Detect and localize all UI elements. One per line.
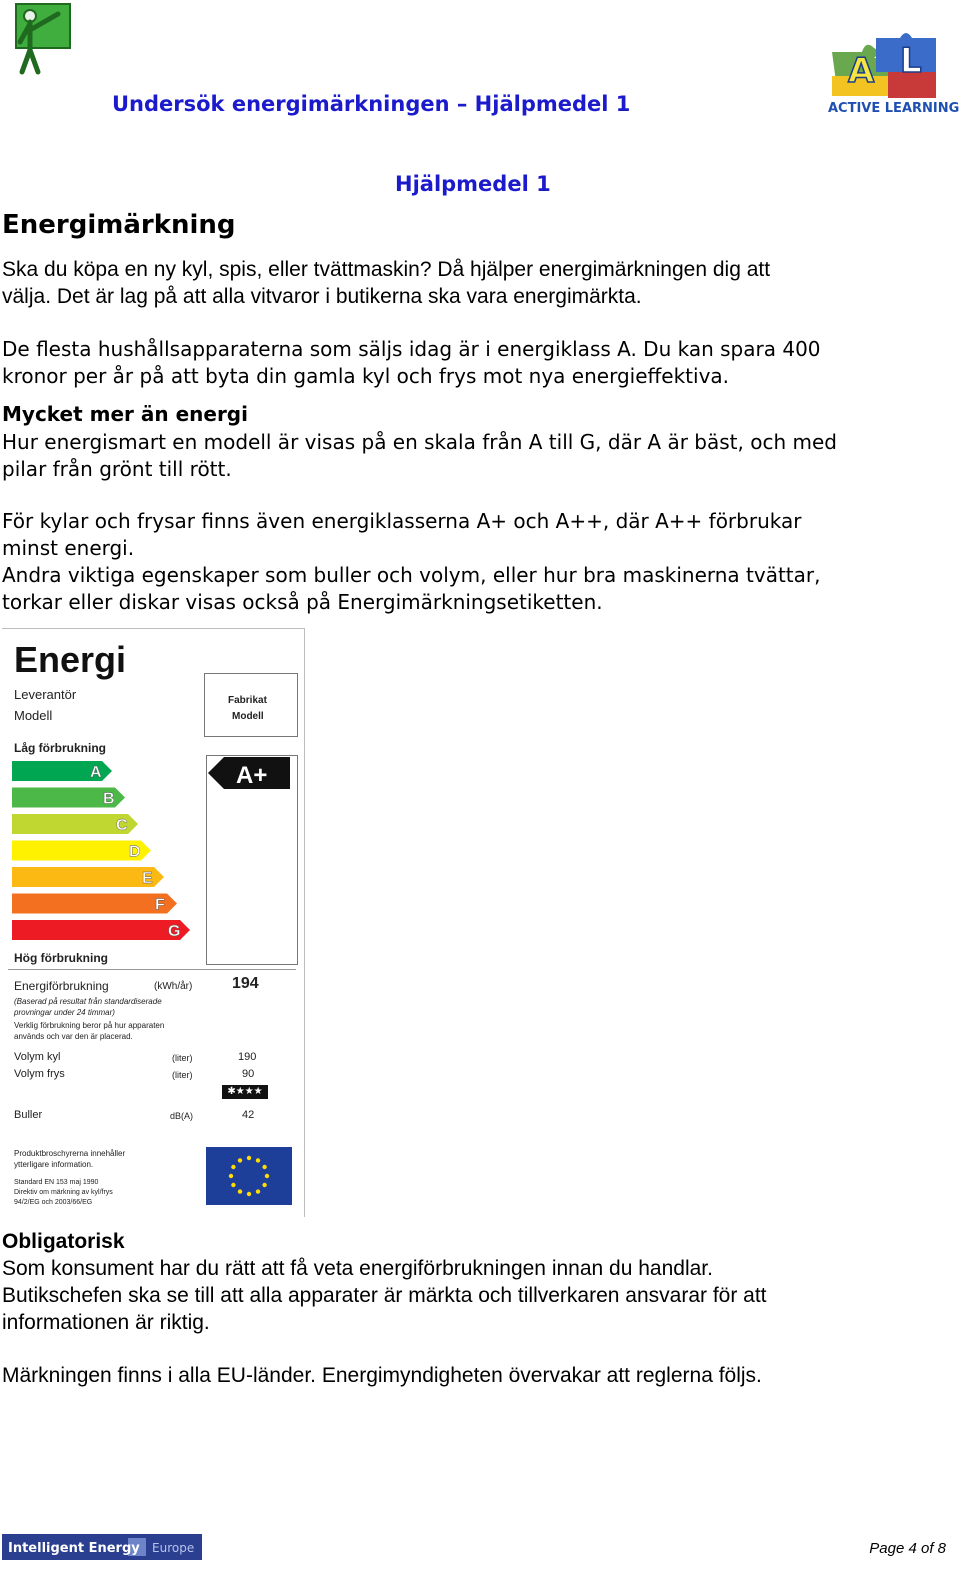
divider [8,969,296,970]
paragraph-line: Som konsument har du rätt att få veta energiförbrukningen innan du handlar. [2,1257,713,1280]
energy-class-letter: C [116,817,128,834]
eu-star [247,1156,251,1160]
eu-star [265,1174,269,1178]
noise-label: Buller [14,1109,43,1121]
volume-fridge-label: Volym kyl [14,1051,61,1063]
consumption-note: provningar under 24 timmar) [14,1008,115,1017]
paragraph-line: Märkningen finns i alla EU-länder. Energimyndigheten övervakar att reglerna följs. [2,1364,762,1387]
eu-star [262,1165,266,1169]
paragraph-line: Hur energismart en modell är visas på en skala från A till G, där A är bäst, och med [2,430,837,454]
energy-label-image [2,628,305,1217]
eu-star [231,1183,235,1187]
energy-class-scale [12,759,204,955]
eu-star [238,1189,242,1193]
page-number: Page 4 of 8 [869,1540,946,1557]
paragraph-line: pilar från grönt till rött. [2,457,232,481]
eu-star [256,1189,260,1193]
svg-text:Intelligent Energy: Intelligent Energy [8,1541,140,1556]
eu-star [262,1183,266,1187]
paragraph-line: För kylar och frysar finns även energiklasserna A+ och A++, där A++ förbrukar [2,509,802,533]
paragraph-line: kronor per år på att byta din gamla kyl och frys mot nya energieffektiva. [2,364,730,388]
paragraph-line: Andra viktiga egenskaper som buller och volym, eller hur bra maskinerna tvättar, [2,563,821,587]
teacher-logo [8,2,72,78]
model-label: Modell [14,708,53,723]
eu-star [256,1158,260,1162]
eu-star [229,1174,233,1178]
high-consumption-label: Hög förbrukning [14,951,108,965]
volume-freezer-unit: (liter) [172,1070,193,1080]
standard-text: Direktiv om märkning av kyl/frys [14,1189,113,1196]
energy-class-letter: G [168,923,181,940]
volume-fridge-value: 190 [238,1051,257,1063]
energy-class-letter: D [129,843,141,861]
energy-class-letter: A [90,764,102,781]
consumption-value: 194 [232,975,259,992]
svg-text:A: A [848,51,875,91]
paragraph-line: torkar eller diskar visas också på Energimärkningsetiketten. [2,590,603,614]
intelligent-energy-logo [2,1534,202,1560]
consumption-unit: (kWh/år) [154,981,193,992]
energy-class-bar-a [12,761,112,781]
energy-class-bar-c [12,814,138,834]
eu-star [231,1165,235,1169]
paragraph-line: minst energi. [2,536,135,560]
consumption-label: Energiförbrukning [14,979,109,993]
paragraph-line: Butikschefen ska se till att alla apparater är märkta och tillverkaren ansvarar för att [2,1284,767,1307]
page-title: Energimärkning [2,210,236,240]
energy-class-bar-b [12,788,125,808]
page-subtitle: Hjälpmedel 1 [395,172,551,196]
volume-freezer-value: 90 [242,1068,255,1080]
noise-value: 42 [242,1109,255,1121]
energy-label-title: Energi [14,639,127,680]
energy-class-letter: E [142,870,153,887]
energy-class-letter: F [155,896,165,914]
noise-unit: dB(A) [170,1111,194,1121]
supplier-label: Leverantör [14,687,77,702]
energy-class-bar-e [12,867,164,887]
energy-class-arrow [12,894,177,914]
consumption-note: används och var den är placerad. [14,1032,133,1041]
energy-class-bars [12,759,204,955]
volume-freezer-label: Volym frys [14,1068,65,1080]
eu-flag-graphic [206,1147,292,1205]
energy-class-arrow [12,920,190,940]
eu-star [238,1158,242,1162]
eu-flag [206,1147,292,1210]
standard-text: 94/2/EG och 2003/66/EG [14,1199,93,1206]
standard-text: Standard EN 153 maj 1990 [14,1179,99,1186]
energy-class-letter: B [103,790,115,808]
section-heading: Mycket mer än energi [2,402,248,426]
paragraph-line: Ska du köpa en ny kyl, spis, eller tvättmaskin? Då hjälper energimärkningen dig att [2,258,771,281]
info-text: Produktbroschyrerna innehåller [14,1149,126,1158]
energy-class-bar-d [12,841,151,861]
info-text: ytterligare information. [14,1160,94,1169]
consumption-note: (Baserad på resultat från standardiserade [14,997,162,1006]
eu-flag-background [206,1147,292,1205]
energy-class-bar-f [12,894,177,914]
eu-star [247,1192,251,1196]
model-box-label: Modell [232,711,264,722]
svg-text:L: L [900,41,922,81]
rating-value: A+ [236,762,268,789]
consumption-note: Verklig förbrukning beror på hur apparaten [14,1021,165,1030]
paragraph-line: informationen är riktig. [2,1311,210,1334]
paragraph-line: De flesta hushållsapparaterna som säljs idag är i energiklass A. Du kan spara 400 [2,337,821,361]
energy-class-bar-g [12,920,190,940]
document-header-title: Undersök energimärkningen – Hjälpmedel 1 [112,92,631,116]
freezer-stars-badge: ✱★★★ [222,1085,268,1099]
svg-text:Europe: Europe [152,1541,195,1555]
low-consumption-label: Låg förbrukning [14,741,106,755]
volume-fridge-unit: (liter) [172,1053,193,1063]
paragraph-line: välja. Det är lag på att alla vitvaror i butikerna ska vara energimärkta. [2,285,642,308]
active-learning-logo [826,30,960,120]
rating-arrow [208,757,290,794]
brand-box-label: Fabrikat [228,695,267,706]
logo-text: ACTIVE LEARNING [828,101,960,116]
section-heading: Obligatorisk [2,1230,125,1253]
